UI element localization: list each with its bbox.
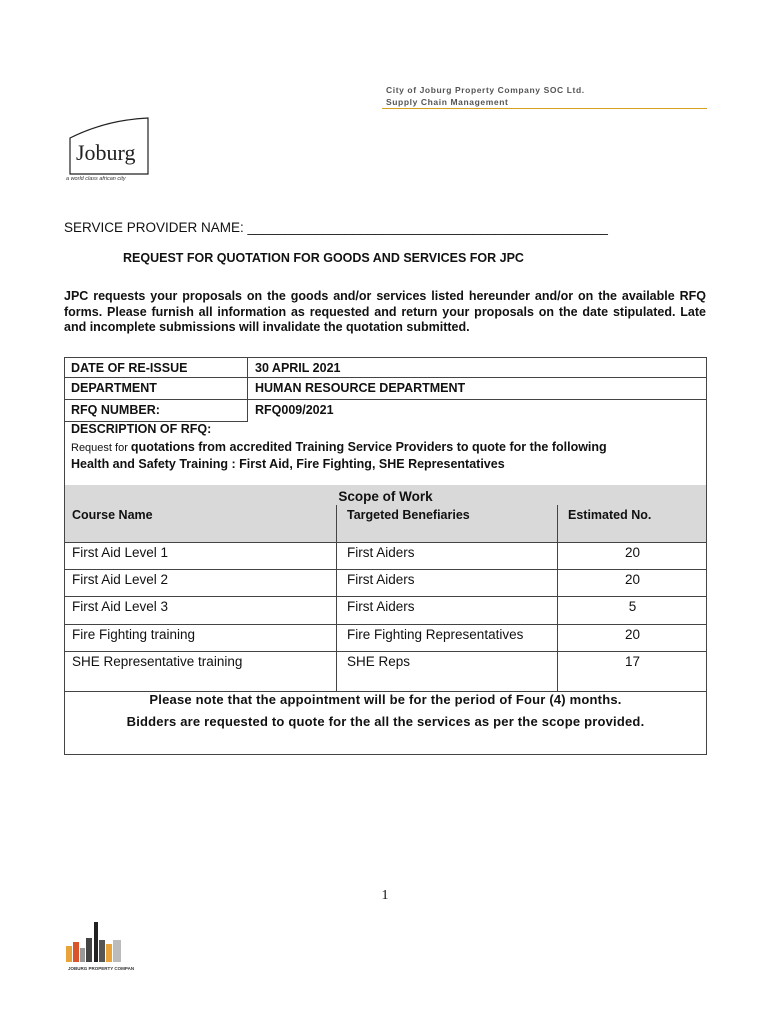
table-row-course: Fire Fighting training (72, 627, 196, 642)
table-row-target: First Aiders (347, 545, 415, 560)
table-row-course: First Aid Level 3 (72, 599, 169, 614)
document-title: REQUEST FOR QUOTATION FOR GOODS AND SERVICES FOR JPC (123, 251, 524, 265)
page-number: 1 (381, 888, 389, 903)
company-header (386, 84, 585, 108)
rfq-number-value: RFQ009/2021 (255, 403, 334, 417)
table-row-number: 20 (624, 545, 641, 560)
table-row-number: 20 (624, 627, 641, 642)
col-header-number: Estimated No. (568, 508, 652, 522)
table-row-course: First Aid Level 1 (72, 545, 169, 560)
date-value: 30 APRIL 2021 (255, 361, 341, 375)
logo-tagline: a world class african city (66, 176, 126, 182)
table-row-target: Fire Fighting Representatives (347, 627, 524, 642)
company-name: City of Joburg Property Company SOC Ltd. (386, 85, 585, 95)
table-row-target: First Aiders (347, 572, 415, 587)
description-line-2: Health and Safety Training : First Aid, Fire Fighting, SHE Representatives (71, 457, 505, 471)
rfq-details-box (64, 357, 707, 755)
scope-title: Scope of Work (338, 489, 433, 504)
table-row-number: 17 (624, 654, 641, 669)
date-label: DATE OF RE-ISSUE (71, 361, 188, 375)
jpc-footer-logo (64, 916, 134, 976)
svg-text:JOBURG PROPERTY COMPANY: JOBURG PROPERTY COMPANY (68, 966, 134, 971)
row-divider (65, 399, 706, 400)
column-divider (336, 505, 337, 691)
row-divider (65, 596, 706, 597)
row-divider (65, 569, 706, 570)
table-row-course: SHE Representative training (72, 654, 243, 669)
service-provider-name-field: SERVICE PROVIDER NAME: ________________________________________________ (64, 220, 608, 235)
row-divider (65, 542, 706, 543)
details-divider (247, 358, 248, 422)
row-divider (65, 624, 706, 625)
appointment-note: Please note that the appointment will be for the period of Four (4) months. (149, 692, 622, 707)
table-row-target: SHE Reps (347, 654, 411, 669)
intro-paragraph: JPC requests your proposals on the goods and/or services listed hereunder and/or on the available RFQ forms. Please furnish all information as requested and return your proposals on the date stipulated. Late and incomplete submissions will invalidate the quotation submitted. (64, 289, 706, 334)
table-row-number: 5 (628, 599, 637, 614)
table-row-target: First Aiders (347, 599, 415, 614)
description-label: DESCRIPTION OF RFQ: (71, 422, 212, 436)
col-header-target: Targeted Benefiaries (347, 508, 470, 522)
table-row-course: First Aid Level 2 (72, 572, 169, 587)
department-name: Supply Chain Management (386, 97, 509, 107)
department-value: HUMAN RESOURCE DEPARTMENT (255, 381, 466, 395)
svg-text:Joburg: Joburg (76, 140, 136, 165)
header-divider (382, 108, 707, 109)
row-divider (65, 377, 706, 378)
description-line-1: Request for quotations from accredited Training Service Providers to quote for the following (71, 440, 607, 454)
bidders-note: Bidders are requested to quote for the all the services as per the scope provided. (126, 714, 645, 729)
table-row-number: 20 (624, 572, 641, 587)
department-label: DEPARTMENT (71, 381, 157, 395)
col-header-course: Course Name (72, 508, 153, 522)
rfq-number-label: RFQ NUMBER: (71, 403, 160, 417)
row-divider (65, 651, 706, 652)
column-divider (557, 505, 558, 691)
